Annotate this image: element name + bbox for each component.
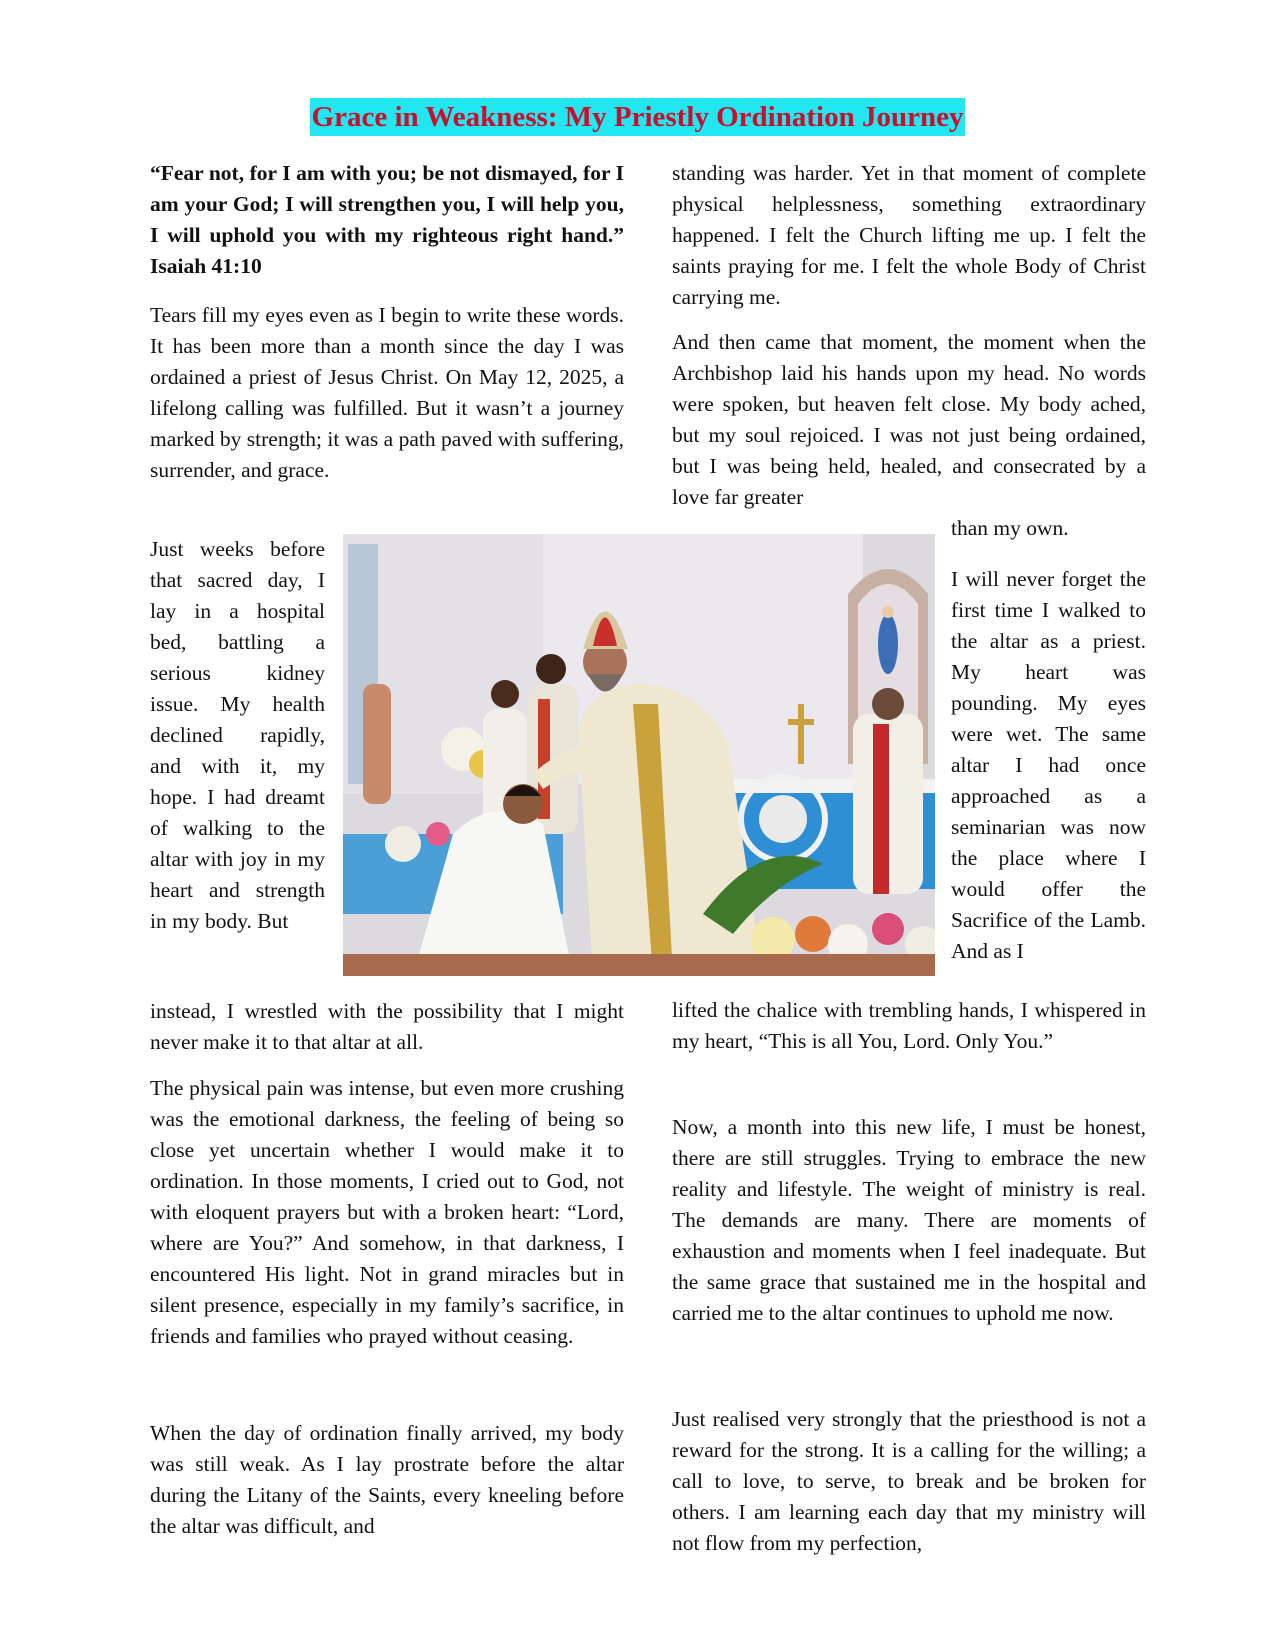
- paragraph-darkness: The physical pain was intense, but even more crushing was the emotional darkness, the feeling of being so close yet uncertain whether I would make it to ordination. In those moments, I cried out to God, not with eloquent prayers but with a broken heart: “Lord, where are You?” And somehow, in that darkness, I encountered His light. Not in grand miracles but in silent presence, especially in my family’s sacrifice, in friends and families who prayed without ceasing.: [150, 1076, 624, 1348]
- paragraph-hospital-wrapped: Just weeks before that sacred day, I lay in a hospital bed, battling a serious kidney issue. My health declined rapidly, and with it, my hope. I had dreamt of walking to the altar with joy in my heart and strength in my body. But: [150, 537, 325, 933]
- scripture-quote: “Fear not, for I am with you; be not dismayed, for I am your God; I will strengthen you, I will help you, I will uphold you with my righteous right hand.” Isaiah 41:10: [150, 161, 624, 278]
- paragraph-priesthood-calling: Just realised very strongly that the priesthood is not a reward for the strong. It is a calling for the willing; a call to love, to serve, to break and be broken for others. I am learning each day that my ministry will not flow from my perfection,: [672, 1407, 1146, 1555]
- paragraph-first-mass-continued: lifted the chalice with trembling hands, I whispered in my heart, “This is all You, Lord. Only You.”: [672, 998, 1146, 1053]
- ordination-photo: [343, 534, 935, 976]
- paragraph-struggles: Now, a month into this new life, I must be honest, there are still struggles. Trying to embrace the new reality and lifestyle. The weight of ministry is real. The demands are many. There are moments of exhaustion and moments when I feel inadequate. But the same grace that sustained me in the hospital and carried me to the altar continues to uphold me now.: [672, 1115, 1146, 1325]
- paragraph-intro: Tears fill my eyes even as I begin to write these words. It has been more than a month since the day I was ordained a priest of Jesus Christ. On May 12, 2025, a lifelong calling was fulfilled. But it wasn’t a journey marked by strength; it was a path paved with suffering, surrender, and grace.: [150, 303, 624, 482]
- paragraph-ordination-day: When the day of ordination finally arrived, my body was still weak. As I lay prostrate before the altar during the Litany of the Saints, every kneeling before the altar was difficult, and: [150, 1421, 624, 1538]
- title-container: [0, 98, 1275, 136]
- paragraph-hospital-continued: instead, I wrestled with the possibility that I might never make it to that altar at all.: [150, 999, 624, 1054]
- paragraph-laying-hands-end: than my own.: [951, 516, 1069, 540]
- paragraph-helplessness: standing was harder. Yet in that moment of complete physical helplessness, something extraordinary happened. I felt the Church lifting me up. I felt the saints praying for me. I felt the whole Body of Christ carrying me.: [672, 161, 1146, 309]
- paragraph-first-mass-wrapped: I will never forget the first time I walked to the altar as a priest. My heart was pounding. My eyes were wet. The same altar I had once approached as a seminarian was now the place where I would offer the Sacrifice of the Lamb. And as I: [951, 567, 1146, 963]
- article-title: Grace in Weakness: My Priestly Ordination Journey: [310, 98, 966, 136]
- paragraph-laying-hands: And then came that moment, the moment when the Archbishop laid his hands upon my head. No words were spoken, but heaven felt close. My body ached, but my soul rejoiced. I was not just being ordained, but I was being held, healed, and consecrated by a love far greater: [672, 330, 1146, 509]
